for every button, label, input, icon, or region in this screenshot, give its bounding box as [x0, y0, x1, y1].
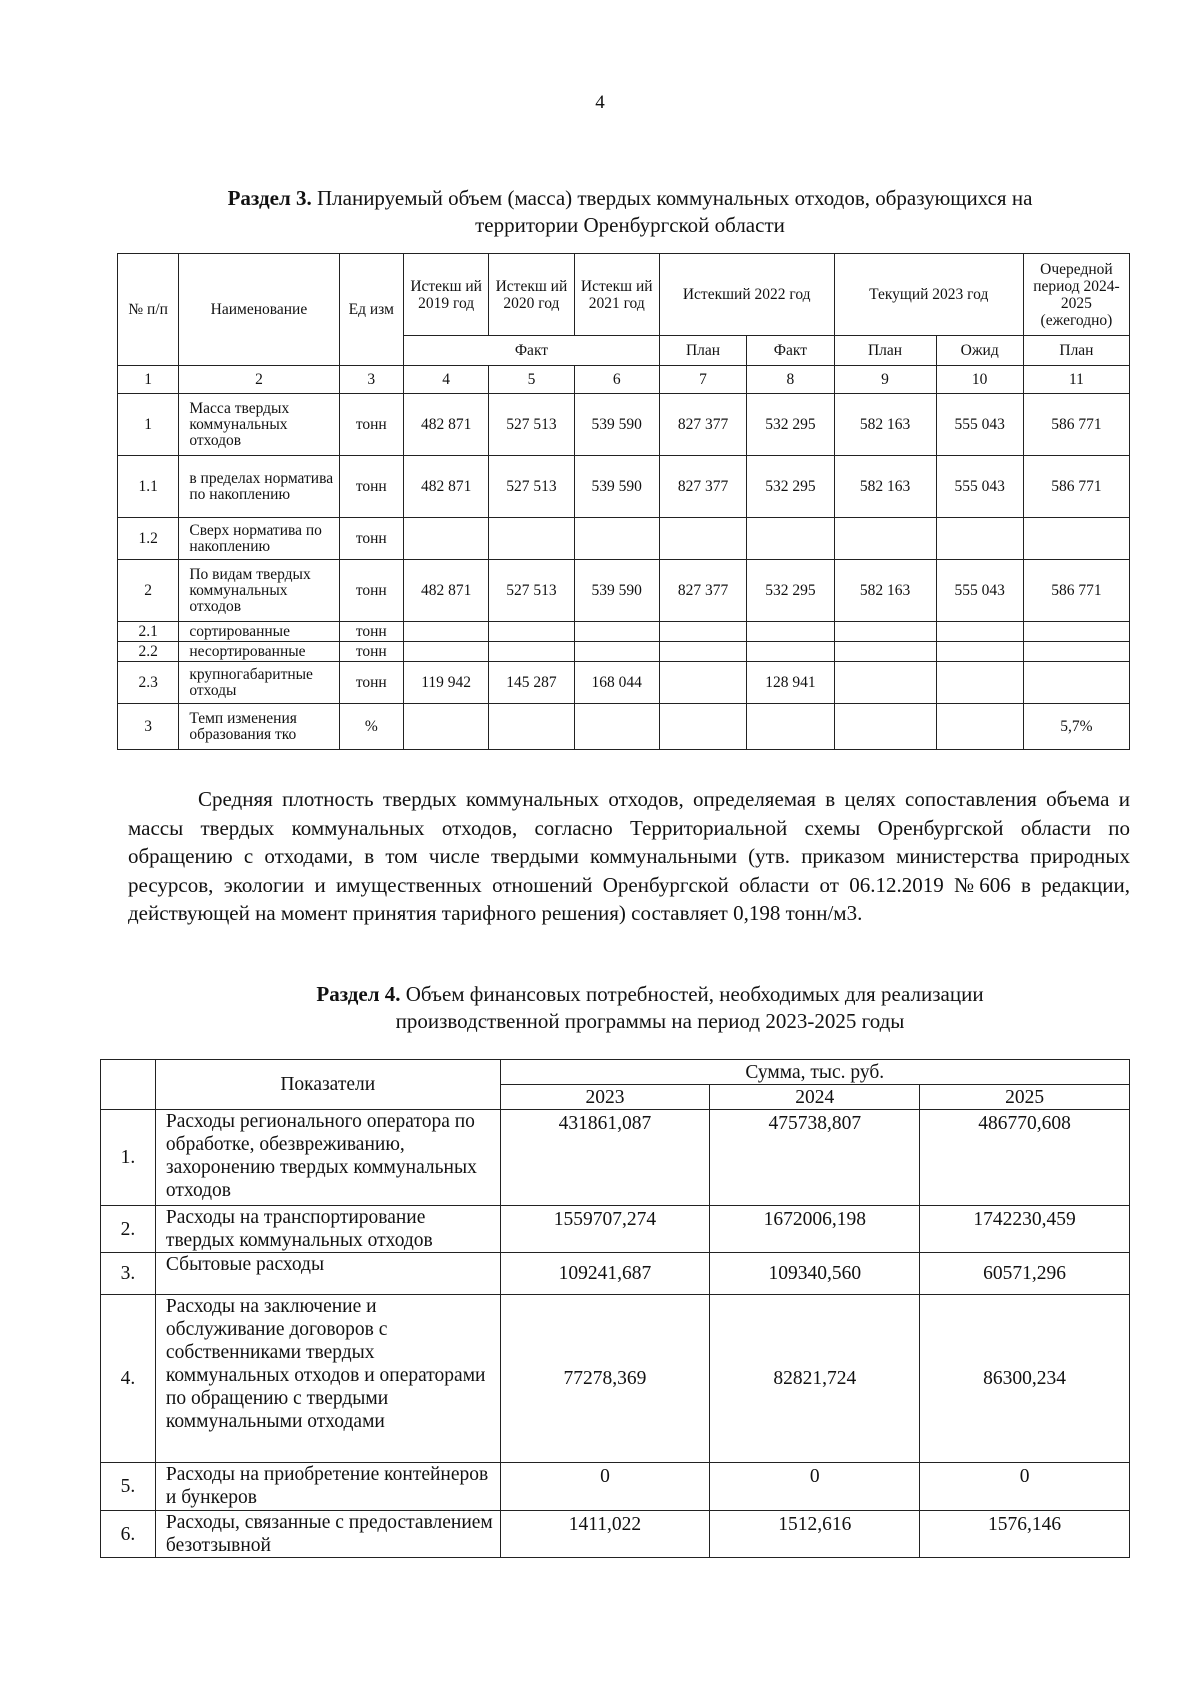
header-num-empty [101, 1060, 156, 1110]
row-number: 6. [101, 1511, 156, 1558]
row-value: 555 043 [936, 456, 1023, 518]
row-value [834, 642, 936, 662]
section4-title [250, 981, 1050, 1035]
row-number: 5. [101, 1463, 156, 1511]
col-number: 7 [659, 366, 746, 394]
header-2021: Истекш ий 2021 год [574, 254, 659, 336]
row-value [747, 622, 834, 642]
row-value [936, 704, 1023, 750]
row-value: 532 295 [747, 560, 834, 622]
header-indicators: Показатели [155, 1060, 500, 1110]
table-row [118, 560, 1130, 622]
col-number: 6 [574, 366, 659, 394]
row-number: 3 [118, 704, 179, 750]
row-value: 555 043 [936, 394, 1023, 456]
header-unit: Ед изм [339, 254, 403, 366]
header-next-period: Очередной период 2024-2025 (ежегодно) [1023, 254, 1129, 336]
row-value [936, 622, 1023, 642]
row-value: 532 295 [747, 456, 834, 518]
row-value: 1411,022 [500, 1511, 710, 1558]
row-value: 527 513 [489, 560, 574, 622]
header-year-2024: 2024 [710, 1085, 920, 1110]
row-value [489, 704, 574, 750]
row-value [936, 642, 1023, 662]
col-number: 10 [936, 366, 1023, 394]
header-2023: Текущий 2023 год [834, 254, 1023, 336]
row-value [574, 622, 659, 642]
row-value [834, 518, 936, 560]
row-value: 168 044 [574, 662, 659, 704]
section3-label: Раздел 3. [227, 186, 312, 210]
row-value [659, 622, 746, 642]
row-value [1023, 622, 1129, 642]
row-value: 482 871 [404, 456, 489, 518]
row-value [574, 642, 659, 662]
row-value: 827 377 [659, 394, 746, 456]
row-value: 119 942 [404, 662, 489, 704]
waste-volume-table [117, 253, 1130, 750]
row-value: 475738,807 [710, 1110, 920, 1206]
table-row [101, 1110, 1130, 1206]
row-value [659, 704, 746, 750]
density-paragraph: Средняя плотность твердых коммунальных отходов, определяемая в целях сопоставления объема и массы твердых коммунальных отходов, согласно Территориальной схемы Оренбургской области по обращению с отходами, в том числе твердыми коммунальными (утв. приказом министерства природных ресурсов, экологии и имущественных отношений Оренбургской области от 06.12.2019 №606 в редакции, действующей на момент принятия тарифного решения) составляет 0,198 тонн/м3. [128, 787, 1130, 925]
row-value [1023, 642, 1129, 662]
row-name: Расходы, связанные с предоставлением безотзывной [155, 1511, 500, 1558]
row-value [1023, 662, 1129, 704]
row-name: Темп изменения образования тко [179, 704, 339, 750]
row-value [489, 622, 574, 642]
header-2020: Истекш ий 2020 год [489, 254, 574, 336]
row-number: 1. [101, 1110, 156, 1206]
header-num: № п/п [118, 254, 179, 366]
table-row [118, 518, 1130, 560]
row-name: сортированные [179, 622, 339, 642]
row-value [834, 704, 936, 750]
row-value: 1576,146 [920, 1511, 1130, 1558]
row-name: Расходы на транспортирование твердых коммунальных отходов [155, 1206, 500, 1253]
row-name: Расходы на приобретение контейнеров и бункеров [155, 1463, 500, 1511]
row-value [404, 622, 489, 642]
row-value: 1559707,274 [500, 1206, 710, 1253]
row-value [747, 518, 834, 560]
row-value: 827 377 [659, 456, 746, 518]
row-value: 555 043 [936, 560, 1023, 622]
row-value: 1672006,198 [710, 1206, 920, 1253]
row-value: 5,7% [1023, 704, 1129, 750]
row-unit: тонн [339, 394, 403, 456]
row-value [747, 642, 834, 662]
header-name: Наименование [179, 254, 339, 366]
row-number: 2.3 [118, 662, 179, 704]
row-value [834, 622, 936, 642]
row-value [404, 642, 489, 662]
row-value [834, 662, 936, 704]
row-value: 1742230,459 [920, 1206, 1130, 1253]
table-row [118, 704, 1130, 750]
row-value: 82821,724 [710, 1295, 920, 1463]
row-unit: тонн [339, 622, 403, 642]
row-number: 1.2 [118, 518, 179, 560]
row-value: 527 513 [489, 394, 574, 456]
col-number: 5 [489, 366, 574, 394]
row-value: 482 871 [404, 394, 489, 456]
row-value [659, 642, 746, 662]
table-row [101, 1206, 1130, 1253]
row-name: Сбытовые расходы [155, 1253, 500, 1295]
col-number: 4 [404, 366, 489, 394]
table-row [118, 622, 1130, 642]
row-value [936, 662, 1023, 704]
row-name: крупногабаритные отходы [179, 662, 339, 704]
row-value [1023, 518, 1129, 560]
row-number: 2. [101, 1206, 156, 1253]
row-value: 539 590 [574, 560, 659, 622]
table-row [101, 1295, 1130, 1463]
row-name: Расходы на заключение и обслуживание договоров с собственниками твердых коммунальных отходов и операторами по обращению с твердыми коммунальными отходами [155, 1295, 500, 1463]
row-value: 128 941 [747, 662, 834, 704]
col-number: 1 [118, 366, 179, 394]
header-fact-2022: Факт [747, 336, 834, 366]
row-name: Расходы регионального оператора по обработке, обезвреживанию, захоронению твердых коммунальных отходов [155, 1110, 500, 1206]
row-value: 527 513 [489, 456, 574, 518]
row-value: 586 771 [1023, 456, 1129, 518]
row-value [489, 518, 574, 560]
row-value [574, 518, 659, 560]
row-number: 2.2 [118, 642, 179, 662]
row-value [404, 518, 489, 560]
row-value [936, 518, 1023, 560]
row-value: 582 163 [834, 560, 936, 622]
col-number: 2 [179, 366, 339, 394]
row-value [659, 662, 746, 704]
section3-title [130, 185, 1130, 239]
row-value [659, 518, 746, 560]
row-unit: тонн [339, 642, 403, 662]
col-number: 3 [339, 366, 403, 394]
row-value: 532 295 [747, 394, 834, 456]
col-number: 11 [1023, 366, 1129, 394]
row-value: 77278,369 [500, 1295, 710, 1463]
row-value: 586 771 [1023, 560, 1129, 622]
row-value: 827 377 [659, 560, 746, 622]
row-value: 60571,296 [920, 1253, 1130, 1295]
row-value: 109241,687 [500, 1253, 710, 1295]
row-name: По видам твердых коммунальных отходов [179, 560, 339, 622]
row-name: Масса твердых коммунальных отходов [179, 394, 339, 456]
row-value [489, 642, 574, 662]
row-value: 539 590 [574, 394, 659, 456]
row-value: 0 [500, 1463, 710, 1511]
row-name: несортированные [179, 642, 339, 662]
page-number: 4 [595, 92, 605, 113]
row-unit: тонн [339, 662, 403, 704]
section4-label: Раздел 4. [316, 982, 401, 1006]
row-value [747, 704, 834, 750]
row-value: 486770,608 [920, 1110, 1130, 1206]
row-unit: тонн [339, 560, 403, 622]
table-row [101, 1511, 1130, 1558]
row-number: 2 [118, 560, 179, 622]
header-year-2023: 2023 [500, 1085, 710, 1110]
table-row [118, 662, 1130, 704]
row-name: в пределах норматива по накоплению [179, 456, 339, 518]
row-value: 0 [710, 1463, 920, 1511]
table-row [118, 456, 1130, 518]
header-plan-2023: План [834, 336, 936, 366]
row-number: 1 [118, 394, 179, 456]
row-value: 145 287 [489, 662, 574, 704]
row-unit: тонн [339, 518, 403, 560]
header-plan-next: План [1023, 336, 1129, 366]
header-plan-2022: План [659, 336, 746, 366]
section3-title-line1: Планируемый объем (масса) твердых коммунальных отходов, образующихся на [316, 186, 1033, 210]
table-row [101, 1463, 1130, 1511]
row-value: 86300,234 [920, 1295, 1130, 1463]
table-row [101, 1253, 1130, 1295]
col-number: 8 [747, 366, 834, 394]
row-value: 1512,616 [710, 1511, 920, 1558]
row-name: Сверх норматива по накоплению [179, 518, 339, 560]
row-value: 482 871 [404, 560, 489, 622]
row-value [404, 704, 489, 750]
row-value: 0 [920, 1463, 1130, 1511]
row-unit: % [339, 704, 403, 750]
row-value [574, 704, 659, 750]
row-value: 582 163 [834, 456, 936, 518]
header-2022: Истекший 2022 год [659, 254, 834, 336]
header-fact: Факт [404, 336, 660, 366]
header-sum: Сумма, тыс. руб. [500, 1060, 1129, 1085]
col-number: 9 [834, 366, 936, 394]
section4-title-line1: Объем финансовых потребностей, необходимых для реализации [405, 982, 984, 1006]
row-number: 4. [101, 1295, 156, 1463]
financial-needs-table [100, 1059, 1130, 1558]
section4-title-line2: производственной программы на период 2023-2025 годы [395, 1009, 905, 1033]
section3-title-line2: территории Оренбургской области [475, 213, 785, 237]
row-value: 431861,087 [500, 1110, 710, 1206]
header-expected-2023: Ожид [936, 336, 1023, 366]
row-number: 3. [101, 1253, 156, 1295]
row-value: 109340,560 [710, 1253, 920, 1295]
header-2019: Истекш ий 2019 год [404, 254, 489, 336]
header-year-2025: 2025 [920, 1085, 1130, 1110]
column-number-row [118, 366, 1130, 394]
table-row [118, 642, 1130, 662]
row-number: 2.1 [118, 622, 179, 642]
row-number: 1.1 [118, 456, 179, 518]
row-value: 539 590 [574, 456, 659, 518]
row-unit: тонн [339, 456, 403, 518]
row-value: 582 163 [834, 394, 936, 456]
row-value: 586 771 [1023, 394, 1129, 456]
table-row [118, 394, 1130, 456]
